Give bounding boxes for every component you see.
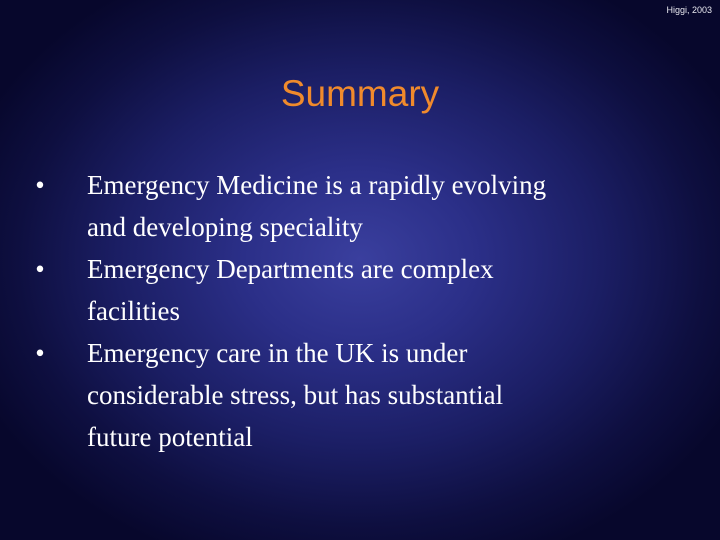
bullet-marker: • — [35, 338, 45, 368]
bullet-item — [30, 164, 647, 248]
bullet-text-line: Emergency Departments are complex — [87, 254, 494, 284]
bullet-text-line: considerable stress, but has substantial — [87, 380, 504, 410]
bullet-text-line: Emergency care in the UK is under — [87, 338, 468, 368]
bullet-item — [30, 332, 647, 458]
bullet-text-line: and developing speciality — [87, 212, 363, 242]
bullet-marker: • — [35, 254, 45, 284]
bullet-item — [30, 248, 647, 332]
bullet-text-line: facilities — [87, 296, 180, 326]
slide-credit: Higgi, 2003 — [666, 5, 712, 15]
bullet-marker: • — [35, 170, 45, 200]
bullet-list — [30, 164, 690, 458]
bullet-text-line: Emergency Medicine is a rapidly evolving — [87, 170, 547, 200]
bullet-text-line: future potential — [87, 422, 253, 452]
slide-title: Summary — [280, 73, 440, 114]
